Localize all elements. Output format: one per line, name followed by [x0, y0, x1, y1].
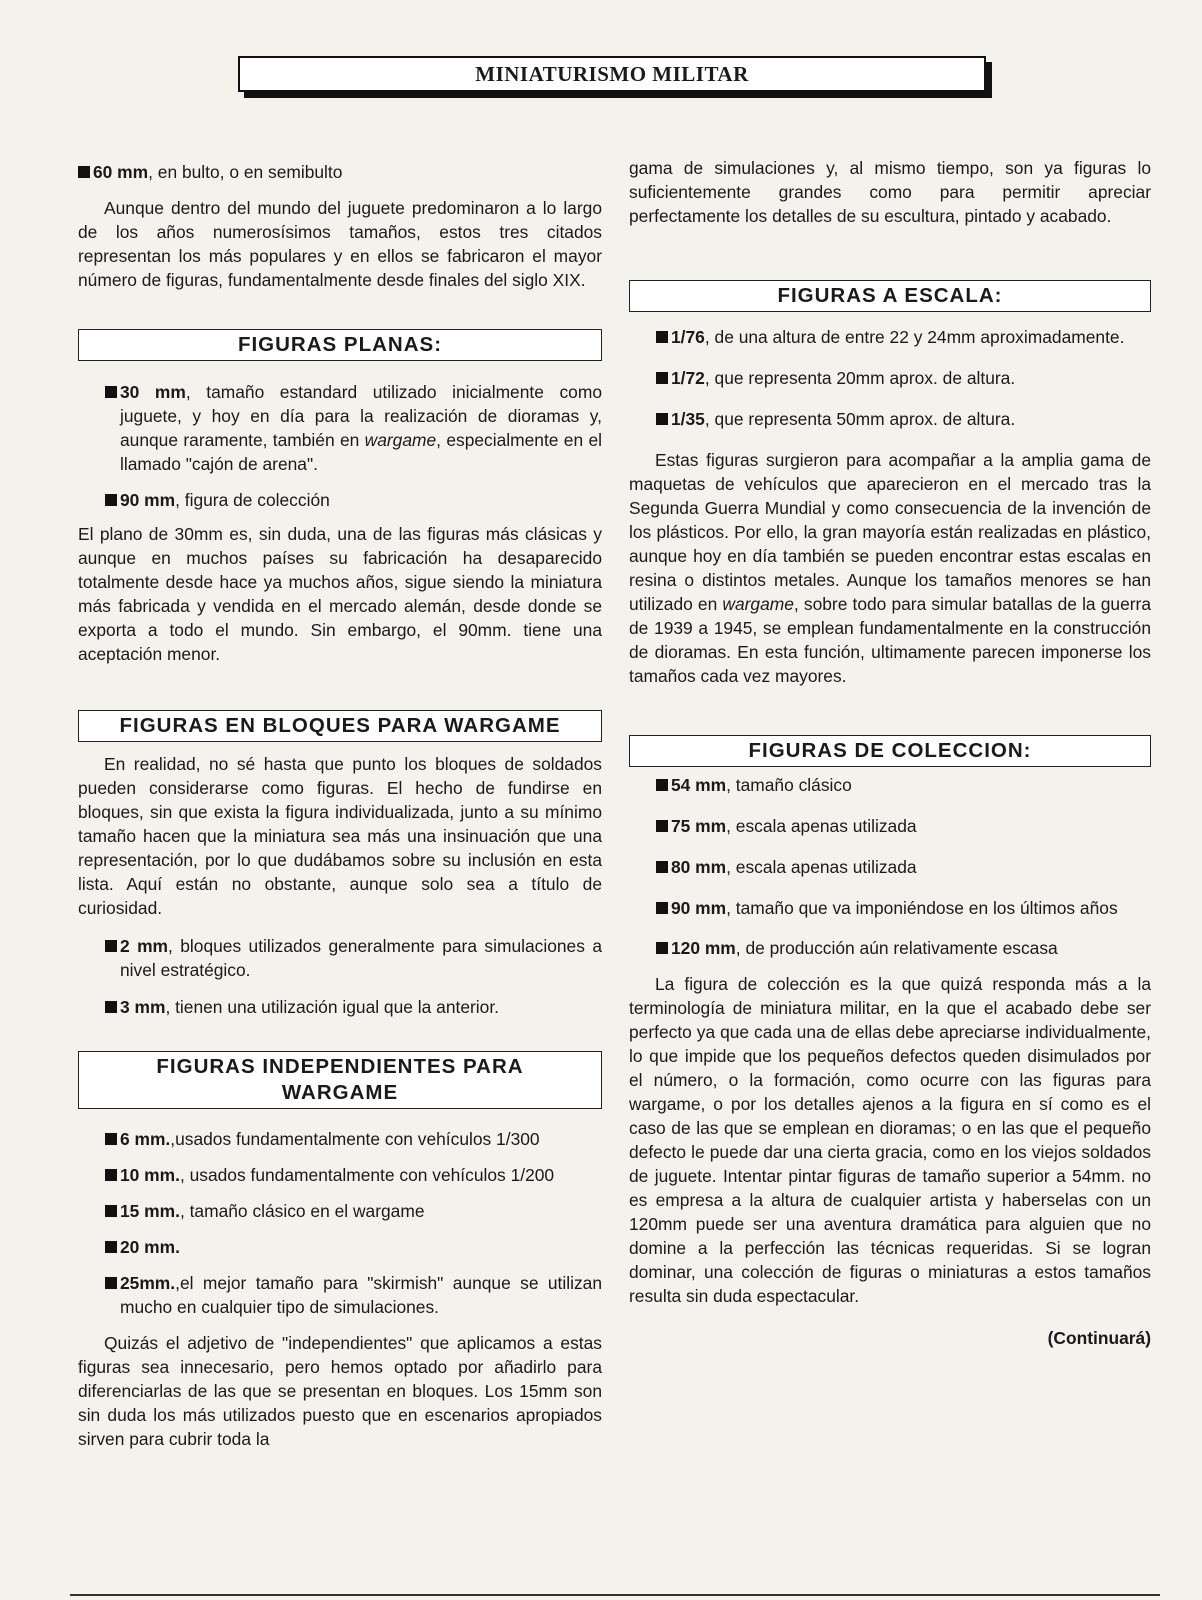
bullet-1-35	[629, 407, 1151, 431]
bullet-6mm	[78, 1127, 602, 1151]
bullet-size: 1/76	[671, 327, 705, 347]
section-heading-planas: FIGURAS PLANAS:	[78, 329, 602, 361]
bullet-square-icon	[105, 386, 117, 398]
section-heading-bloques: FIGURAS EN BLOQUES PARA WARGAME	[78, 710, 602, 742]
bullet-square-icon	[105, 1169, 117, 1181]
bullet-square-icon	[656, 861, 668, 873]
paragraph-text: , sobre todo para simular batallas de la guerra de 1939 a 1945, se emplean fundamentalmente en la construcción de dioramas. En esta función, ultimamente parecen imponerse los tamaños cada vez mayores.	[629, 594, 1151, 686]
bullet-square-icon	[105, 1001, 117, 1013]
bullet-54mm	[629, 773, 1151, 797]
bullet-text: , que representa 50mm aprox. de altura.	[704, 409, 1016, 429]
bullet-size: 54 mm	[671, 775, 727, 795]
bullet-text: , escala apenas utilizada	[726, 816, 917, 836]
bullet-size: 75 mm	[671, 816, 727, 836]
section-heading-line: WARGAME	[281, 1081, 399, 1104]
bullet-text: , usados fundamentalmente con vehículos 1/200	[179, 1165, 555, 1185]
bullet-square-icon	[656, 372, 668, 384]
bottom-rule	[70, 1594, 1160, 1596]
bullet-square-icon	[656, 942, 668, 954]
bullet-square-icon	[105, 1205, 117, 1217]
paragraph: Quizás el adjetivo de "independientes" que aplicamos a estas figuras sea innecesario, pero hemos optado por añadirlo para diferenciarlas de las que se presentan en bloques. Los 15mm son sin duda los más utilizados puesto que en escenarios apropiados sirven para cubrir toda la	[78, 1333, 602, 1449]
bullet-25mm	[78, 1271, 602, 1319]
bullet-2mm	[78, 934, 602, 982]
bullet-20mm	[78, 1235, 602, 1259]
bullet-text: ,usados fundamentalmente con vehículos 1/300	[170, 1129, 540, 1149]
bullet-text: , especialmente en el llamado "cajón de arena".	[120, 430, 602, 474]
bullet-text: , tamaño clásico en el wargame	[179, 1201, 425, 1221]
bullet-10mm	[78, 1163, 602, 1187]
bullet-square-icon	[105, 1277, 117, 1289]
continua-label: (Continuará)	[1047, 1328, 1151, 1348]
bullet-90mm	[78, 488, 602, 512]
bullet-square-icon	[656, 902, 668, 914]
bullet-size: 3 mm	[120, 997, 166, 1017]
bullet-square-icon	[78, 166, 90, 178]
bullet-text: , tamaño que va imponiéndose en los últimos años	[726, 898, 1118, 918]
header-box	[238, 56, 986, 92]
bullet-15mm	[78, 1199, 602, 1223]
bullet-1-72	[629, 366, 1151, 390]
bullet-text: , figura de colección	[175, 490, 330, 510]
paragraph-italic: wargame	[722, 594, 794, 614]
bullet-size: 90 mm	[120, 490, 176, 510]
bullet-text: , tamaño estandard utilizado inicialmente como juguete, y hoy en día para la realización de dioramas y, aunque raramente, también en	[120, 382, 602, 450]
section-heading-line: FIGURAS INDEPENDIENTES PARA	[156, 1055, 524, 1078]
bullet-square-icon	[656, 413, 668, 425]
bullet-text: ,el mejor tamaño para "skirmish" aunque se utilizan mucho en cualquier tipo de simulaciones.	[120, 1273, 602, 1317]
bullet-size: 20 mm.	[120, 1237, 180, 1257]
paragraph: El plano de 30mm es, sin duda, una de las figuras más clásicas y aunque en muchos países su fabricación ha desaparecido totalmente desde hace ya muchos años, sigue siendo la miniatura más fabricada y vendida en el mercado alemán, desde donde se exporta a todo el mundo. Sin embargo, el 90mm. tiene una aceptación menor.	[78, 524, 602, 664]
bullet-size: 90 mm	[671, 898, 727, 918]
paragraph: En realidad, no sé hasta que punto los bloques de soldados pueden considerarse como figuras. El hecho de fundirse en bloques, sin que exista la figura individualizada, junto a su mínimo tamaño hacen que la miniatura sea más una insinuación que una representación, por lo que dudábamos sobre su inclusión en esta lista. Aquí están no obstante, aunque solo sea a título de curiosidad.	[78, 754, 602, 918]
bullet-text: , de una altura de entre 22 y 24mm aproximadamente.	[704, 327, 1125, 347]
bullet-60mm	[78, 160, 602, 184]
bullet-size: 6 mm.	[120, 1129, 171, 1149]
bullet-size: 60 mm	[93, 162, 149, 182]
bullet-square-icon	[105, 494, 117, 506]
bullet-size: 30 mm	[120, 382, 186, 402]
bullet-90mm	[629, 896, 1151, 920]
paragraph: La figura de colección es la que quizá responda más a la terminología de miniatura militar, en la que el acabado debe ser perfecto ya que cada una de ellas debe apreciarse individualmente, lo que impide que los pequeños defectos queden disimulados por el número, o la formación, como ocurre con las figuras para wargame, o por los detalles ajenos a la figura en sí como es el caso de las que se emplean en dioramas; o en las que el pequeño defecto le puede dar una cierta gracia, como en los viejos soldados de juguete. Intentar pintar figuras de tamaño superior a 54mm. no es empresa a la altura de cualquier artista y haberselas con un 120mm puede ser una aventura dramática para alguien que no domine a la perfección las técnicas requeridas. Si se logran dominar, una colección de figuras o miniaturas a estos tamaños resulta sin duda espectacular.	[629, 974, 1151, 1306]
right-column	[629, 156, 1151, 1350]
bullet-80mm	[629, 855, 1151, 879]
section-heading-escala: FIGURAS A ESCALA:	[629, 280, 1151, 312]
bullet-text: , tienen una utilización igual que la anterior.	[165, 997, 499, 1017]
bullet-120mm	[629, 936, 1151, 960]
bullet-square-icon	[105, 940, 117, 952]
bullet-text: , de producción aún relativamente escasa	[735, 938, 1058, 958]
bullet-square-icon	[656, 820, 668, 832]
paragraph	[629, 448, 1151, 688]
section-heading-independientes	[78, 1051, 602, 1109]
page-title: MINIATURISMO MILITAR	[475, 61, 749, 86]
bullet-square-icon	[105, 1133, 117, 1145]
bullet-size: 1/72	[671, 368, 705, 388]
bullet-size: 2 mm	[120, 936, 168, 956]
bullet-size: 120 mm	[671, 938, 736, 958]
bullet-italic: wargame	[364, 430, 437, 450]
bullet-30mm	[78, 380, 602, 476]
bullet-text: , en bulto, o en semibulto	[148, 162, 343, 182]
bullet-square-icon	[656, 331, 668, 343]
bullet-3mm	[78, 995, 602, 1019]
bullet-text: , que representa 20mm aprox. de altura.	[704, 368, 1016, 388]
paragraph: Aunque dentro del mundo del juguete predominaron a lo largo de los años numerosísimos tamaños, estos tres citados representan los más populares y en ellos se fabricaron el mayor número de figuras, fundamentalmente desde finales del siglo XIX.	[78, 198, 602, 290]
bullet-size: 1/35	[671, 409, 705, 429]
bullet-square-icon	[105, 1241, 117, 1253]
bullet-text: , tamaño clásico	[726, 775, 852, 795]
bullet-1-76	[629, 325, 1151, 349]
section-heading-coleccion: FIGURAS DE COLECCION:	[629, 735, 1151, 767]
bullet-75mm	[629, 814, 1151, 838]
paragraph: gama de simulaciones y, al mismo tiempo, son ya figuras lo suficientemente grandes como para permitir apreciar perfectamente los detalles de su escultura, pintado y acabado.	[629, 158, 1151, 226]
bullet-text: , bloques utilizados generalmente para simulaciones a nivel estratégico.	[120, 936, 602, 980]
bullet-square-icon	[656, 779, 668, 791]
left-column	[78, 150, 602, 1451]
bullet-size: 15 mm.	[120, 1201, 180, 1221]
bullet-size: 25mm.	[120, 1273, 176, 1293]
paragraph-text: Estas figuras surgieron para acompañar a la amplia gama de maquetas de vehículos que aparecieron en el mercado tras la Segunda Guerra Mundial y como consecuencia de la invención de los plásticos. Por ello, la gran mayoría están realizadas en plástico, aunque hoy en día también se pueden encontrar estas escalas en resina o distintos metales. Aunque los tamaños menores se han utilizado en	[629, 450, 1151, 614]
bullet-size: 80 mm	[671, 857, 727, 877]
bullet-size: 10 mm.	[120, 1165, 180, 1185]
bullet-text: , escala apenas utilizada	[726, 857, 917, 877]
